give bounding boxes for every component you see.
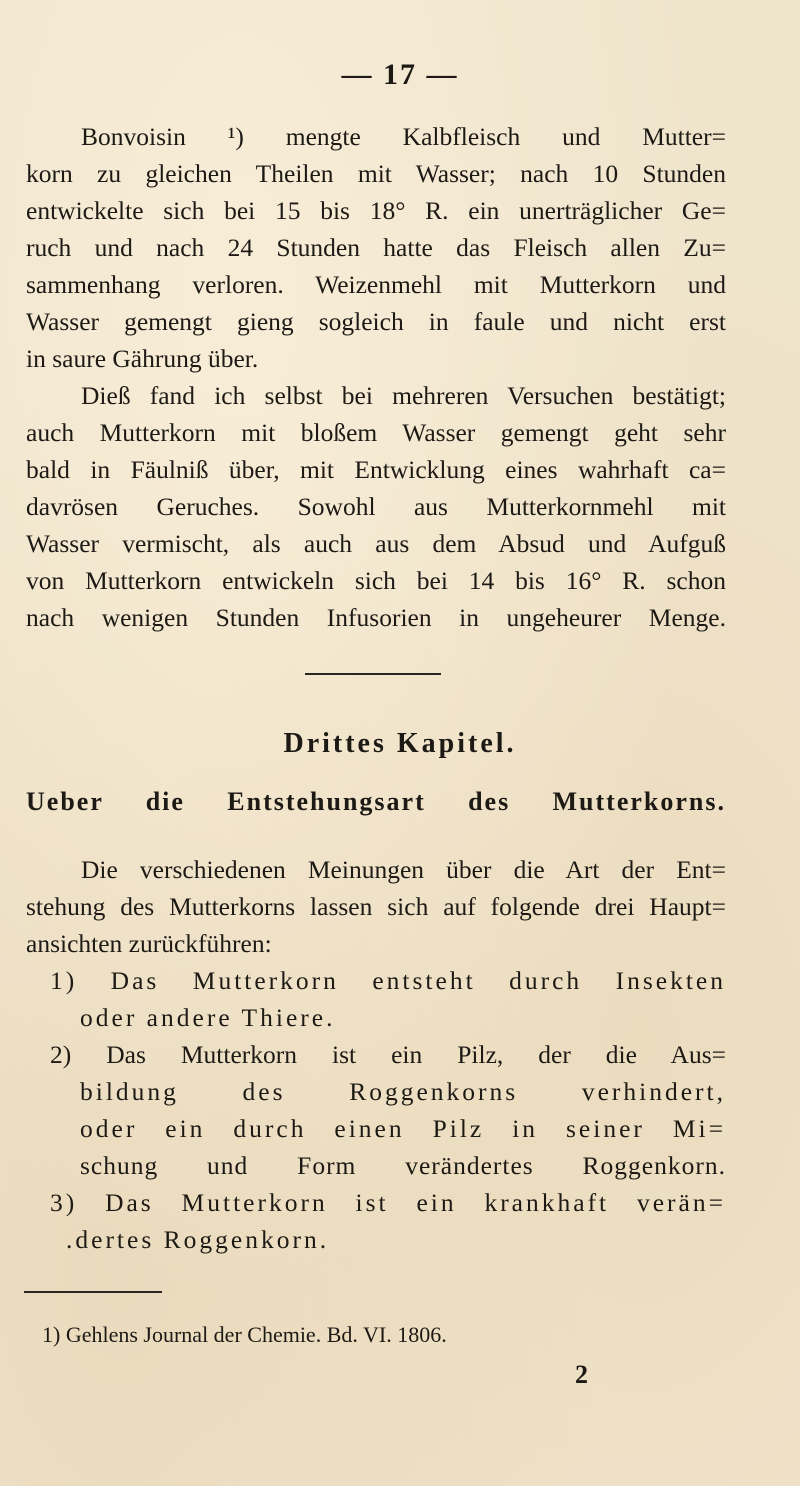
list-item-2-line: bildung des Roggenkorns verhindert, [80, 1077, 726, 1106]
text-line: bald in Fäulniß über, mit Entwicklung eines wahrhaft ca= [26, 455, 726, 484]
text-line: Dieß fand ich selbst bei mehreren Versuchen bestätigt; [81, 381, 726, 410]
text-line: Die verschiedenen Meinungen über die Art der Ent= [81, 855, 726, 884]
signature-mark: 2 [575, 1360, 588, 1389]
list-item-3-line: .dertes Roggenkorn. [66, 1225, 330, 1254]
text-line: von Mutterkorn entwickeln sich bei 14 bis 16° R. schon [26, 566, 726, 595]
chapter-subtitle: Ueber die Entstehungsart des Mutterkorns. [26, 787, 726, 816]
text-line: ruch und nach 24 Stunden hatte das Fleisch allen Zu= [26, 233, 726, 262]
page-number: — 17 — [341, 58, 459, 91]
text-line: stehung des Mutterkorns lassen sich auf folgende drei Haupt= [26, 892, 726, 921]
text-line: ansichten zurückführen: [26, 929, 272, 958]
text-line: entwickelte sich bei 15 bis 18° R. ein unerträglicher Ge= [26, 196, 726, 225]
section-divider-rule [305, 673, 441, 675]
text-line: Wasser gemengt gieng sogleich in faule und nicht erst [26, 307, 726, 336]
text-line: sammenhang verloren. Weizenmehl mit Mutterkorn und [26, 270, 726, 299]
list-item-1-line: 1) Das Mutterkorn entsteht durch Insekten [50, 966, 726, 995]
footnote: 1) Gehlens Journal der Chemie. Bd. VI. 1806. [42, 1322, 447, 1347]
list-item-1-line: oder andere Thiere. [80, 1003, 336, 1032]
footnote-rule [24, 1291, 162, 1293]
text-line: korn zu gleichen Theilen mit Wasser; nach 10 Stunden [26, 159, 726, 188]
list-item-2-line: schung und Form verändertes Roggenkorn. [80, 1151, 726, 1180]
text-line: Bonvoisin ¹) mengte Kalbfleisch und Mutter= [81, 122, 726, 151]
text-line: in saure Gährung über. [26, 344, 259, 373]
chapter-heading: Drittes Kapitel. [283, 728, 517, 759]
list-item-2-line: oder ein durch einen Pilz in seiner Mi= [80, 1114, 726, 1143]
text-line: davrösen Geruches. Sowohl aus Mutterkornmehl mit [26, 492, 726, 521]
text-line: auch Mutterkorn mit bloßem Wasser gemengt geht sehr [26, 418, 726, 447]
text-line: nach wenigen Stunden Infusorien in ungeheurer Menge. [26, 603, 726, 632]
text-line: Wasser vermischt, als auch aus dem Absud und Aufguß [26, 529, 726, 558]
list-item-3-line: 3) Das Mutterkorn ist ein krankhaft verän= [50, 1188, 726, 1217]
list-item-2-line: 2) Das Mutterkorn ist ein Pilz, der die Aus= [50, 1040, 726, 1069]
